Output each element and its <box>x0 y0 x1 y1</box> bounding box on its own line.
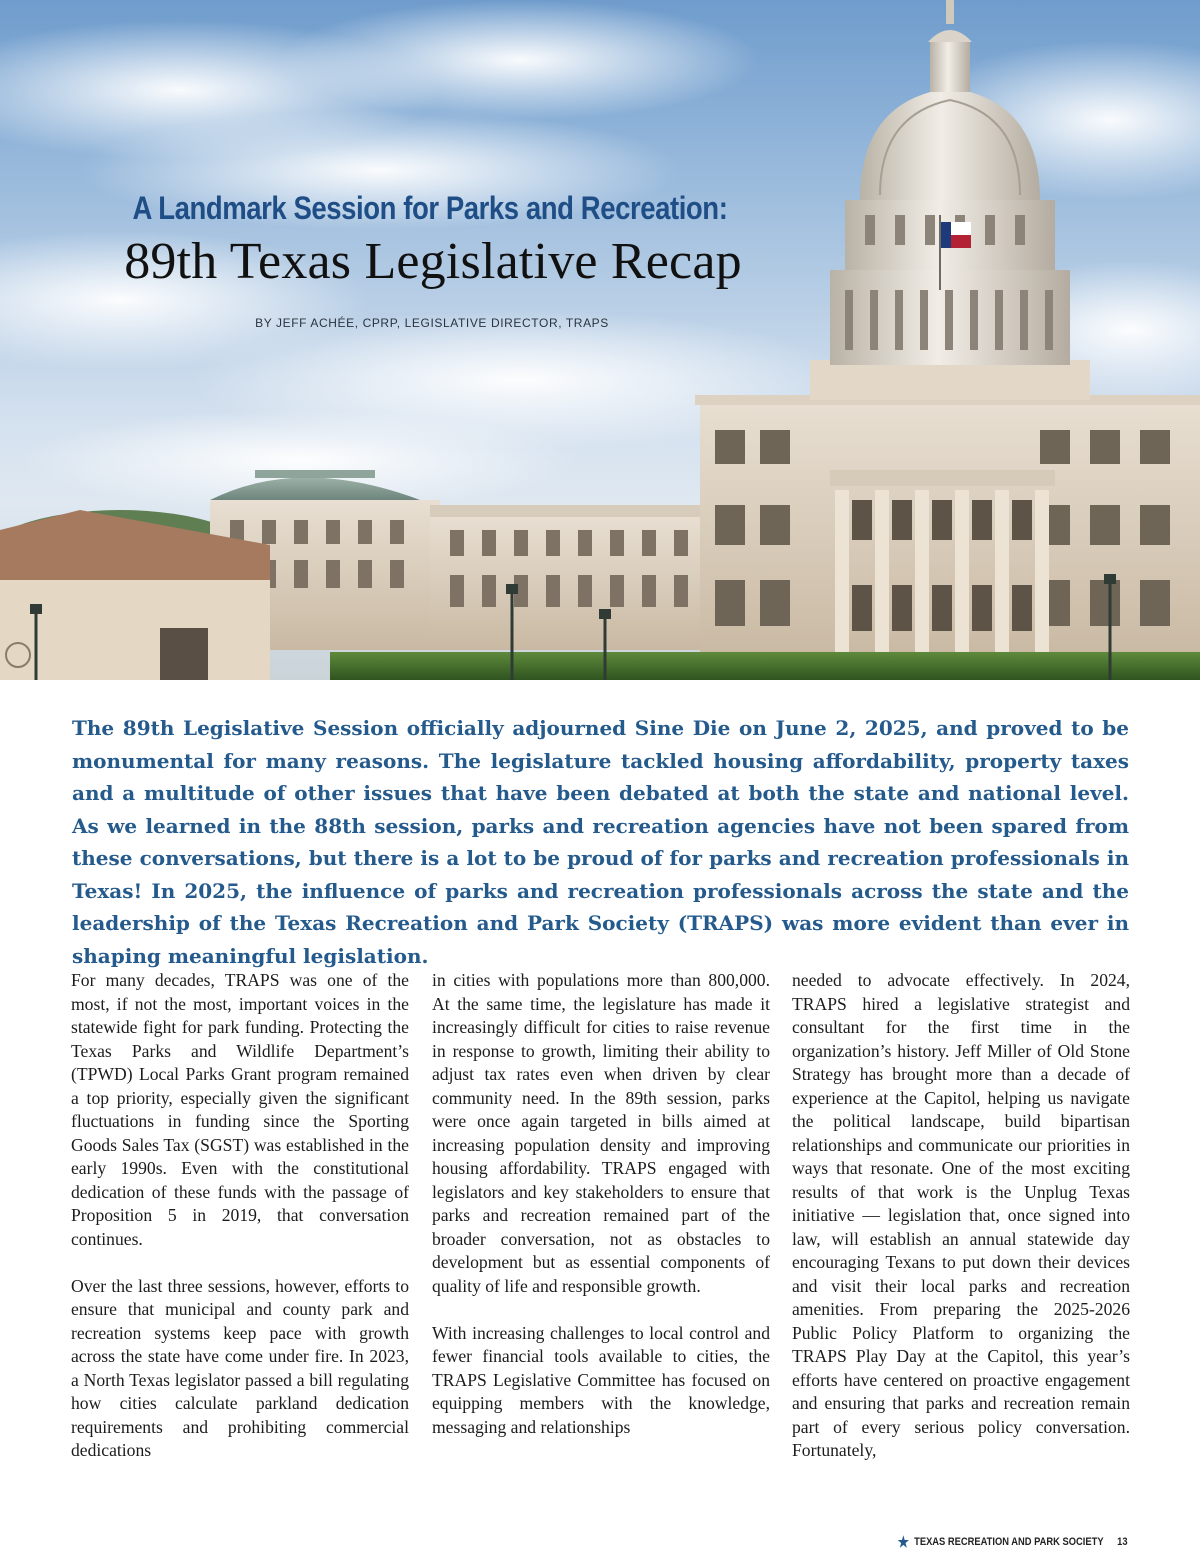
article-kicker: A Landmark Session for Parks and Recreation: <box>132 190 728 226</box>
body-column-1 <box>71 969 409 1463</box>
body-paragraph: With increasing challenges to local control and fewer financial tools available to cities, the TRAPS Legislative Committee has focused on equipping members with the knowledge, messaging and relationships <box>432 1322 770 1437</box>
body-paragraph: For many decades, TRAPS was one of the most, if not the most, important voices in the statewide fight for park funding. Protecting the Texas Parks and Wildlife Department’s (TPWD) Local Parks Grant program remained a top priority, especially given the significant fluctuations in funding since the Sporting Goods Sales Tax (SGST) was established in the early 1990s. Even with the constitutional dedication of these funds with the passage of Proposition 5 in 2019, that conversation continues. <box>71 970 409 1249</box>
hero-banner <box>0 0 1200 680</box>
body-column-3 <box>792 969 1130 1463</box>
footer-org-name: TEXAS RECREATION AND PARK SOCIETY <box>914 1536 1104 1548</box>
star-icon: ★ <box>898 1533 910 1551</box>
body-paragraph: in cities with populations more than 800,000. At the same time, the legislature has made it increasingly difficult for cities to raise revenue in response to growth, limiting their ability to adjust tax rates even when driven by clear community need. In the 89th session, parks were once again targeted in bills aimed at increasing population density and improving housing affordability. TRAPS engaged with legislators and key stakeholders to ensure that parks and recreation remained part of the broader conversation, not as obstacles to development but as essential components of quality of life and responsible growth. <box>432 970 770 1296</box>
article-title: 89th Texas Legislative Recap <box>124 233 742 290</box>
article-byline: BY JEFF ACHÉE, CPRP, LEGISLATIVE DIRECTOR, TRAPS <box>255 316 609 330</box>
lead-paragraph: The 89th Legislative Session officially adjourned Sine Die on June 2, 2025, and proved to be monumental for many reasons. The legislature tackled housing affordability, property taxes and a multitude of other issues that have been debated at both the state and national level. As we learned in the 88th session, parks and recreation agencies have not been spared from these conversations, but there is a lot to be proud of for parks and recreation professionals in Texas! In 2025, the influence of parks and recreation professionals across the state and the leadership of the Texas Recreation and Park Society (TRAPS) was more evident than ever in shaping meaningful legislation. <box>72 716 1129 968</box>
body-paragraph: needed to advocate effectively. In 2024, TRAPS hired a legislative strategist and consultant for the first time in the organization’s history. Jeff Miller of Old Stone Strategy has brought more than a decade of experience at the Capitol, helping us navigate the political landscape, build bipartisan relationships and communicate our priorities in ways that resonate. One of the most exciting results of that work is the Unplug Texas initiative — legislation that, once signed into law, will establish an annual statewide day encouraging Texans to put down their devices and visit their local parks and recreation amenities. From preparing the 2025-2026 Public Policy Platform to organizing the TRAPS Play Day at the Capitol, this year’s efforts have centered on proactive engagement and ensuring that parks and recreation remain part of every serious policy conversation. Fortunately, <box>792 970 1130 1460</box>
page-footer <box>898 1533 1128 1551</box>
body-paragraph: Over the last three sessions, however, efforts to ensure that municipal and county park and recreation systems keep pace with growth across the state have come under fire. In 2023, a North Texas legislator passed a bill regulating how cities calculate parkland dedication requirements and prohibiting commercial dedications <box>71 1275 409 1460</box>
body-column-2 <box>432 969 770 1439</box>
texas-capitol-photo <box>0 0 1200 680</box>
page-number: 13 <box>1117 1536 1128 1548</box>
